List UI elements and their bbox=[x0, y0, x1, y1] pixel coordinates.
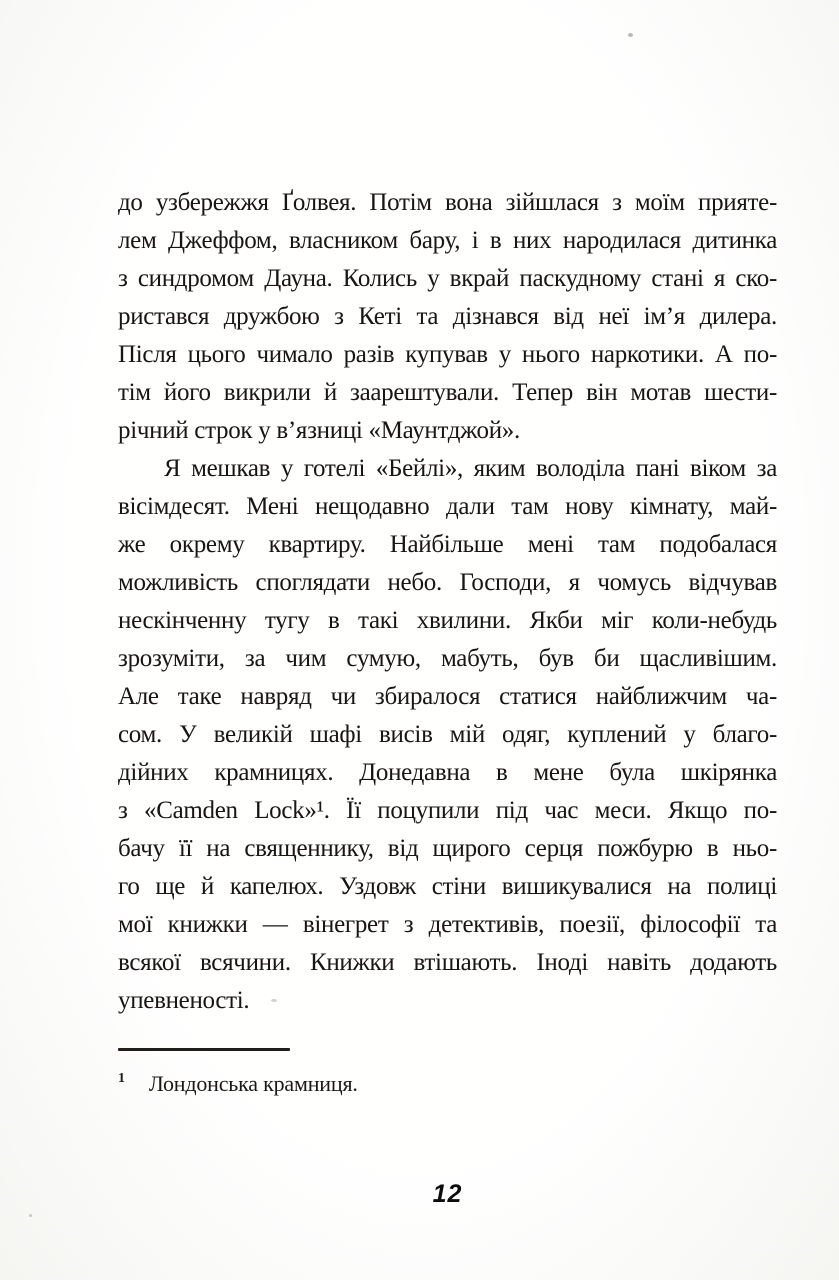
page-number: 12 bbox=[432, 1180, 463, 1208]
paragraph-continuation bbox=[118, 184, 777, 450]
text-line: дійних крамницях. Донедавна в мене була шкірянка bbox=[118, 759, 777, 786]
text-line: же окрему квартиру. Найбільше мені там подобалася bbox=[118, 531, 777, 558]
footnote bbox=[118, 1048, 777, 1097]
text-line: бачу її на священнику, від щирого серця пожбурю в ньо- bbox=[118, 835, 777, 862]
text-line: до узбережжя Ґолвея. Потім вона зійшлася з моїм прияте- bbox=[118, 189, 777, 216]
footnote-marker: 1 bbox=[118, 1071, 125, 1086]
body-text bbox=[118, 184, 777, 1020]
text-line: Але таке навряд чи збиралося статися найближчим ча- bbox=[118, 683, 777, 710]
text-line: нескінченну тугу в такі хвилини. Якби міг коли-небудь bbox=[118, 607, 777, 634]
text-line: всякої всячини. Книжки втішають. Іноді навіть додають bbox=[118, 949, 777, 976]
scan-speck bbox=[271, 999, 277, 1002]
text-line: Після цього чимало разів купував у нього наркотики. А по- bbox=[118, 341, 777, 368]
scan-speck bbox=[628, 33, 633, 37]
text-line: тім його викрили й заарештували. Тепер він мотав шести- bbox=[118, 379, 777, 406]
paragraph bbox=[118, 450, 777, 1020]
text-line: з синдромом Дауна. Колись у вкрай паскудному стані я ско- bbox=[118, 265, 777, 292]
text-line: річний строк у в’язниці «Маунтджой». bbox=[118, 417, 520, 444]
scan-speck bbox=[29, 1214, 32, 1217]
footnote-text-line bbox=[118, 1065, 777, 1097]
text-line: сом. У великій шафі висів мій одяг, куплений у благо- bbox=[118, 721, 777, 748]
text-line: упевненості. bbox=[118, 987, 250, 1014]
text-line: з «Camden Lock»¹. Її поцупили під час меси. Якщо по- bbox=[118, 797, 777, 824]
text-line: лем Джеффом, власником бару, і в них народилася дитинка bbox=[118, 227, 777, 254]
text-line: го ще й капелюх. Уздовж стіни вишикувалися на полиці bbox=[118, 873, 777, 900]
text-line: мої книжки — вінегрет з детективів, поезії, філософії та bbox=[118, 911, 777, 938]
text-line: ристався дружбою з Кеті та дізнався від неї ім’я дилера. bbox=[118, 303, 777, 330]
text-line: Я мешкав у готелі «Бейлі», яким володіла пані віком за bbox=[164, 455, 777, 482]
footnote-separator-rule bbox=[118, 1048, 290, 1051]
footnote-text: Лондонська крамниця. bbox=[148, 1071, 358, 1096]
text-line: можливість споглядати небо. Господи, я чомусь відчував bbox=[118, 569, 777, 596]
text-line: зрозуміти, за чим сумую, мабуть, був би щасливішим. bbox=[118, 645, 777, 672]
text-line: вісімдесят. Мені нещодавно дали там нову кімнату, май- bbox=[118, 493, 777, 520]
